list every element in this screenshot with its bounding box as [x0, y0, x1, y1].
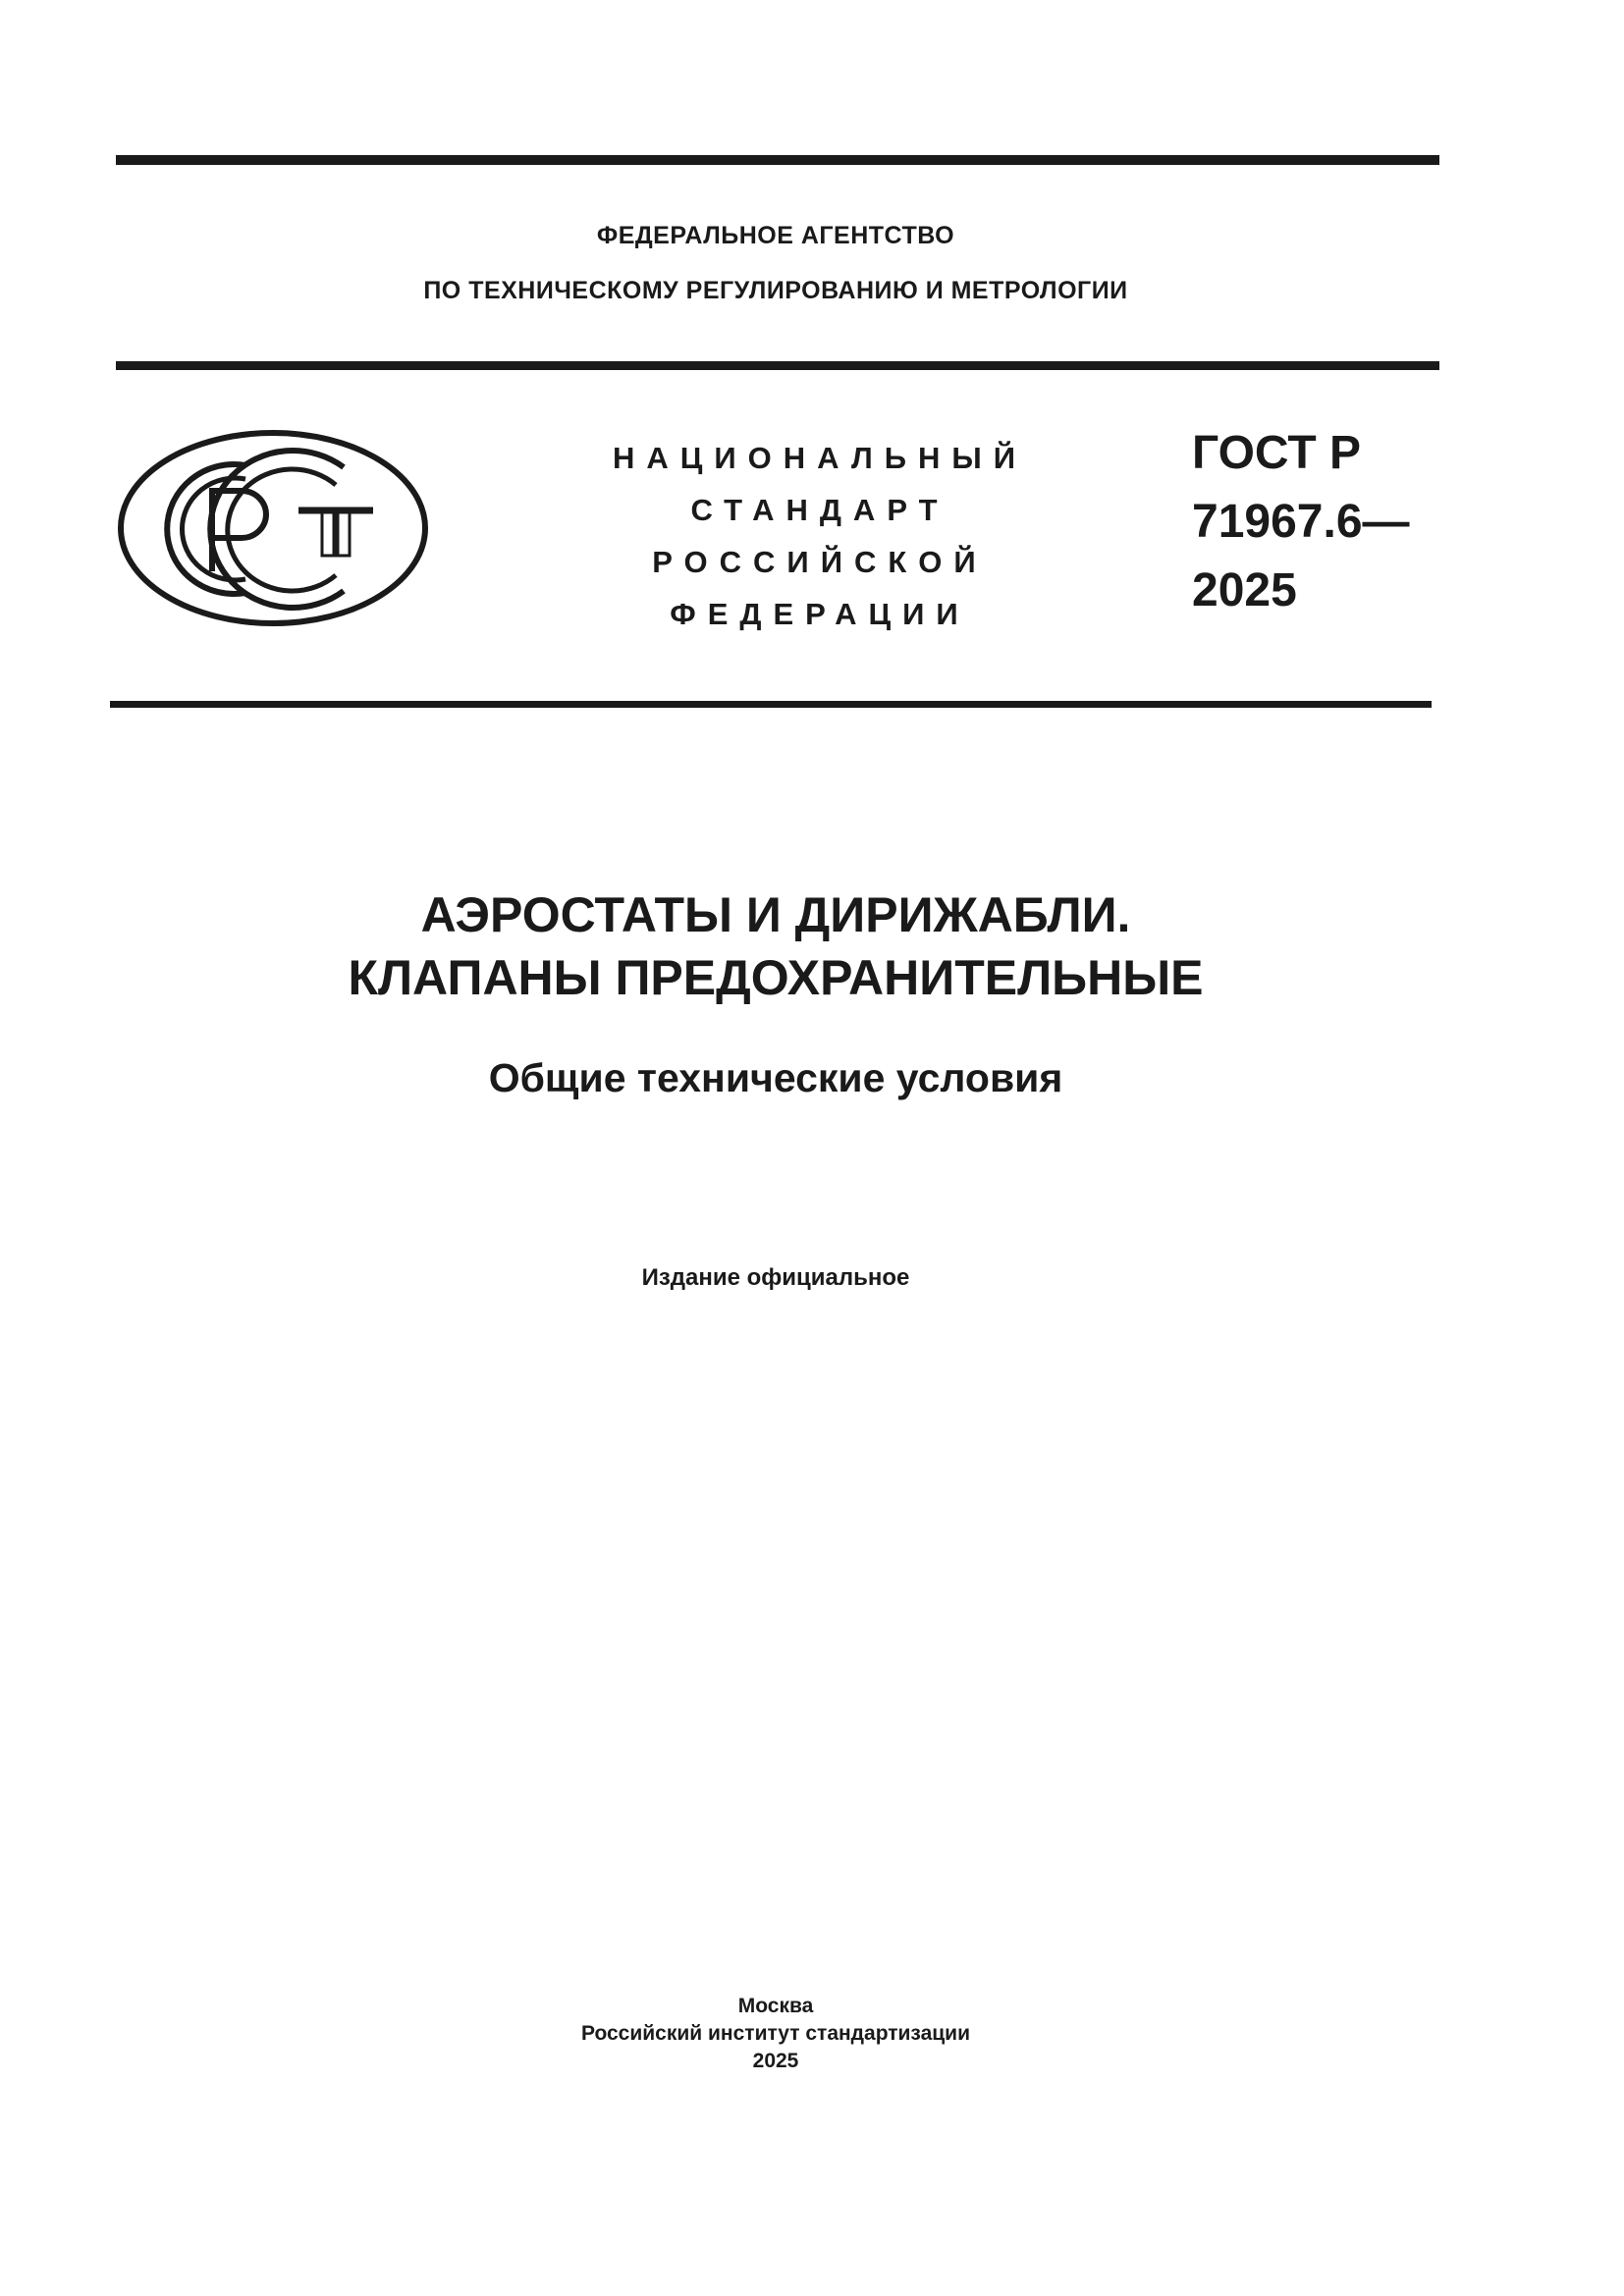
agency-line-2: ПО ТЕХНИЧЕСКОМУ РЕГУЛИРОВАНИЮ И МЕТРОЛОГИИ — [423, 277, 1128, 304]
header-rule — [116, 361, 1439, 370]
standard-type — [560, 432, 1080, 640]
imprint — [0, 1993, 1551, 2075]
rst-logo-icon — [116, 428, 430, 628]
document-title — [0, 883, 1551, 1009]
logo-rule — [110, 701, 1432, 708]
standard-designation — [1192, 419, 1410, 625]
title-line-2: КЛАПАНЫ ПРЕДОХРАНИТЕЛЬНЫЕ — [348, 950, 1204, 1005]
top-rule — [116, 155, 1439, 165]
standard-type-line-2: СТАНДАРТ — [690, 493, 949, 527]
imprint-city: Москва — [737, 1995, 814, 2017]
standard-type-line-3: РОССИЙСКОЙ — [652, 545, 988, 579]
title-line-1: АЭРОСТАТЫ И ДИРИЖАБЛИ. — [420, 887, 1131, 942]
standard-type-line-1: НАЦИОНАЛЬНЫЙ — [612, 441, 1028, 475]
designation-line-1: ГОСТ Р — [1192, 427, 1362, 479]
designation-line-2: 71967.6— — [1192, 496, 1410, 548]
imprint-publisher: Российский институт стандартизации — [580, 2022, 971, 2045]
imprint-year: 2025 — [752, 2050, 799, 2072]
edition-label: Издание официальное — [641, 1264, 910, 1291]
agency-line-1: ФЕДЕРАЛЬНОЕ АГЕНТСТВО — [596, 222, 955, 249]
designation-line-3: 2025 — [1192, 564, 1297, 616]
standard-type-line-4: ФЕДЕРАЦИИ — [670, 597, 970, 631]
document-subtitle: Общие технические условия — [488, 1055, 1063, 1100]
